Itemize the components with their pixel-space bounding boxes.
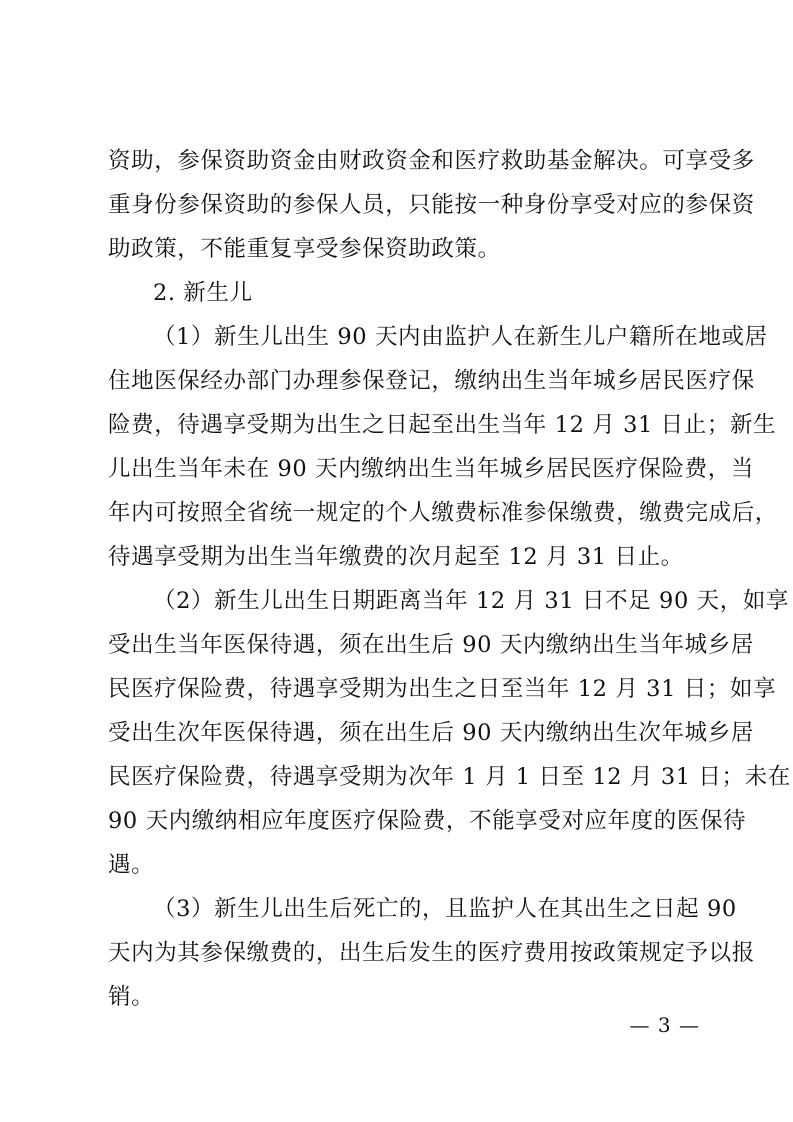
- paragraph-line: （2）新生儿出生日期距离当年 12 月 31 日不足 90 天，如享: [153, 588, 790, 614]
- paragraph-line: 年内可按照全省统一规定的个人缴费标准参保缴费，缴费完成后，: [108, 500, 778, 526]
- page-number: — 3 —: [629, 1013, 700, 1037]
- paragraph-line: 受出生当年医保待遇，须在出生后 90 天内缴纳出生当年城乡居: [108, 632, 754, 658]
- section-heading: 2. 新生儿: [153, 280, 253, 306]
- paragraph-line: 儿出生当年未在 90 天内缴纳出生当年城乡居民医疗保险费，当: [108, 456, 754, 482]
- paragraph-line: 待遇享受期为出生当年缴费的次月起至 12 月 31 日止。: [108, 544, 684, 570]
- paragraph-line: 重身份参保资助的参保人员，只能按一种身份享受对应的参保资: [108, 192, 755, 218]
- paragraph-line: 销。: [108, 984, 155, 1010]
- paragraph-line: 天内为其参保缴费的，出生后发生的医疗费用按政策规定予以报: [108, 940, 755, 966]
- paragraph-line: 险费，待遇享受期为出生之日起至出生当年 12 月 31 日止；新生: [108, 412, 777, 438]
- paragraph-line: 民医疗保险费，待遇享受期为次年 1 月 1 日至 12 月 31 日；未在: [108, 764, 791, 790]
- paragraph-line: 民医疗保险费，待遇享受期为出生之日至当年 12 月 31 日；如享: [108, 676, 777, 702]
- paragraph-line: （3）新生儿出生后死亡的，且监护人在其出生之日起 90: [153, 896, 737, 922]
- paragraph-line: 90 天内缴纳相应年度医疗保险费，不能享受对应年度的医保待: [108, 808, 747, 834]
- paragraph-line: 资助，参保资助资金由财政资金和医疗救助基金解决。可享受多: [108, 148, 755, 174]
- paragraph-line: 住地医保经办部门办理参保登记，缴纳出生当年城乡居民医疗保: [108, 368, 755, 394]
- paragraph-line: 遇。: [108, 852, 155, 878]
- paragraph-line: 受出生次年医保待遇，须在出生后 90 天内缴纳出生次年城乡居: [108, 720, 754, 746]
- paragraph-line: （1）新生儿出生 90 天内由监护人在新生儿户籍所在地或居: [153, 324, 768, 350]
- paragraph-line: 助政策，不能重复享受参保资助政策。: [108, 236, 501, 262]
